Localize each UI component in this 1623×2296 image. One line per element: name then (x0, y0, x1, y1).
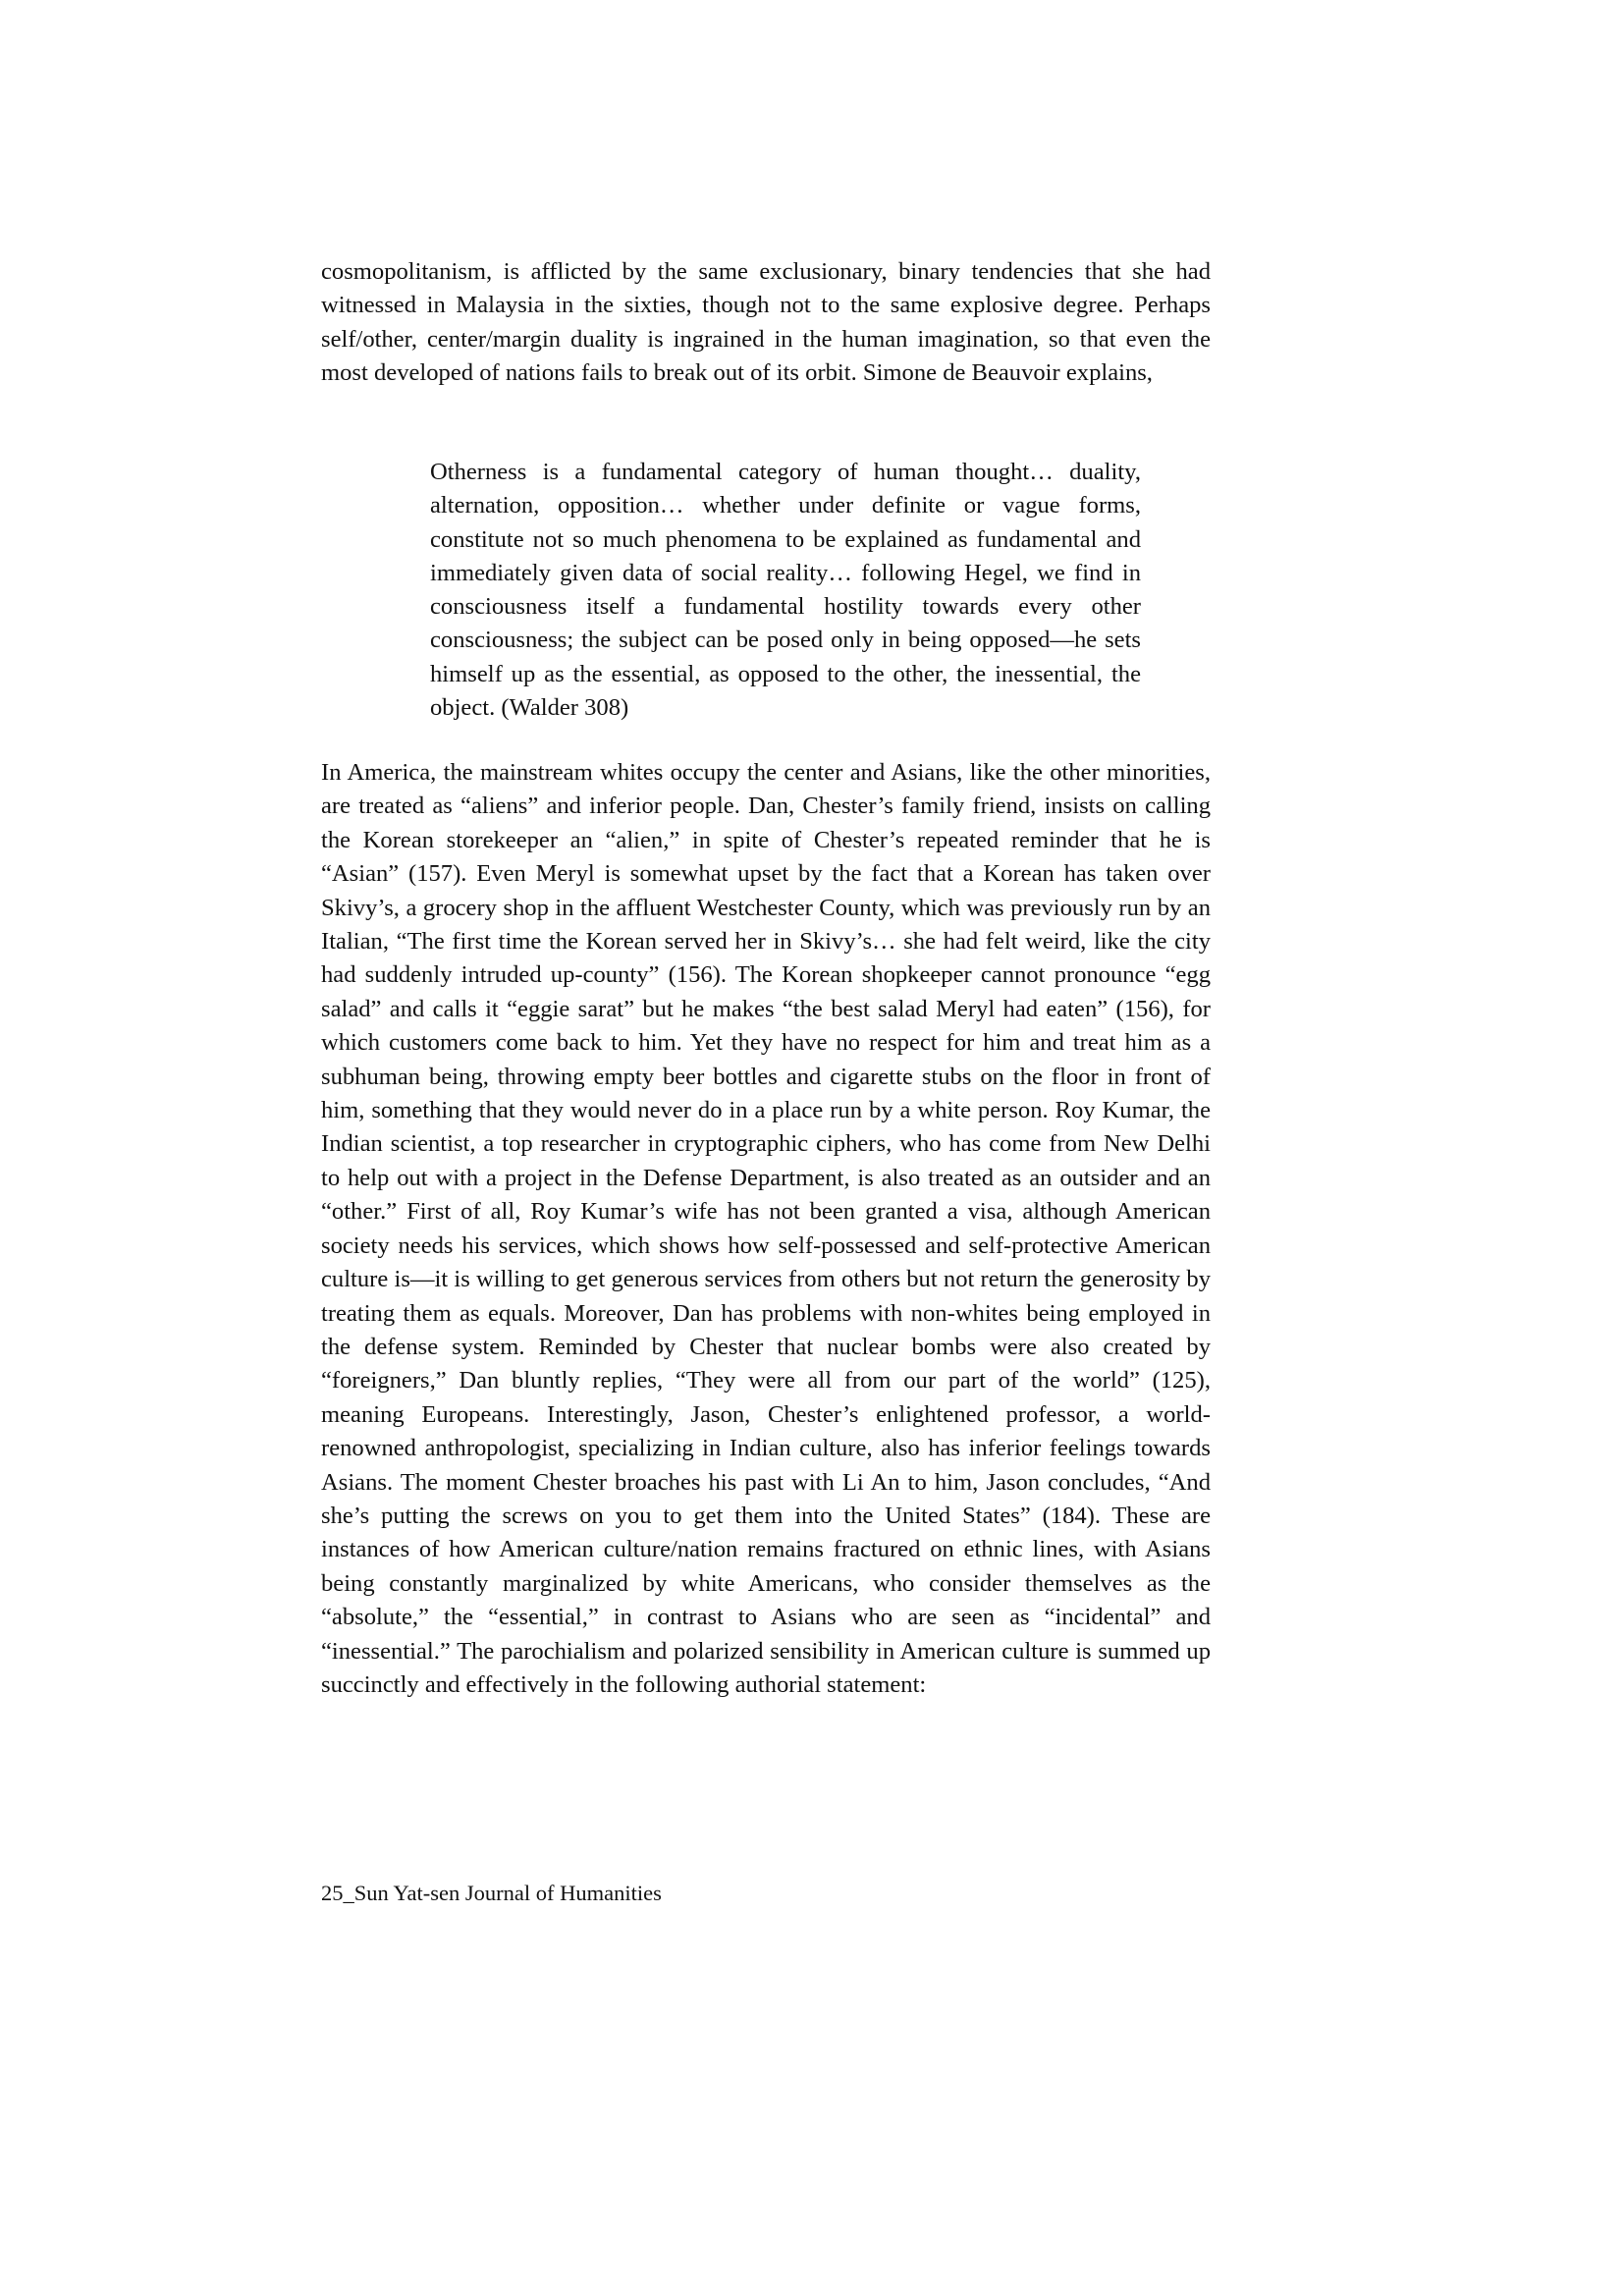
page-footer: 25_Sun Yat-sen Journal of Humanities (321, 1881, 662, 1905)
block-quote: Otherness is a fundamental category of human thought… duality, alternation, opposition… whether under definite or vague forms, constitute not so much phenomena to be explained as fundamental and immediately given data of social reality… following Hegel, we find in consciousness itself a fundamental hostility towards every other consciousness; the subject can be posed only in being opposed—he sets himself up as the essential, as opposed to the other, the inessential, the object. (Walder 308) (430, 459, 1141, 722)
body-paragraph: cosmopolitanism, is afflicted by the same exclusionary, binary tendencies that she had witnessed in Malaysia in the sixties, though not to the same explosive degree. Perhaps self/other, center/margin duality is ingrained in the human imagination, so that even the most developed of nations fails to break out of its orbit. Simone de Beauvoir explains, (321, 258, 1211, 387)
body-paragraph: In America, the mainstream whites occupy the center and Asians, like the other minorities, are treated as “aliens” and inferior people. Dan, Chester’s family friend, insists on calling the Korean storekeeper an “alien,” in spite of Chester’s repeated reminder that he is “Asian” (157). Even Meryl is somewhat upset by the fact that a Korean has taken over Skivy’s, a grocery shop in the affluent Westchester County, which was previously run by an Italian, “The first time the Korean served her in Skivy’s… she had felt weird, like the city had suddenly intruded up-county” (156). The Korean shopkeeper cannot pronounce “egg salad” and calls it “eggie sarat” but he makes “the best salad Meryl had eaten” (156), for which customers come back to him. Yet they have no respect for him and treat him as a subhuman being, throwing empty beer bottles and cigarette stubs on the floor in front of him, something that they would never do in a place run by a white person. Roy Kumar, the Indian scientist, a top researcher in cryptographic ciphers, who has come from New Delhi to help out with a project in the Defense Department, is also treated as an outsider and an “other.” First of all, Roy Kumar’s wife has not been granted a visa, although American society needs his services, which shows how self-possessed and self-protective American culture is—it is willing to get generous services from others but not return the generosity by treating them as equals. Moreover, Dan has problems with non-whites being employed in the defense system. Reminded by Chester that nuclear bombs were also created by “foreigners,” Dan bluntly replies, “They were all from our part of the world” (125), meaning Europeans. Interestingly, Jason, Chester’s enlightened professor, a world-renowned anthropologist, specializing in Indian culture, also has inferior feelings towards Asians. The moment Chester broaches his past with Li An to him, Jason concludes, “And she’s putting the screws on you to get them into the United States” (184). These are instances of how American culture/nation remains fractured on ethnic lines, with Asians being constantly marginalized by white Americans, who consider themselves as the “absolute,” the “essential,” in contrast to Asians who are seen as “incidental” and “inessential.” The parochialism and polarized sensibility in American culture is summed up succinctly and effectively in the following authorial statement: (321, 759, 1211, 1698)
